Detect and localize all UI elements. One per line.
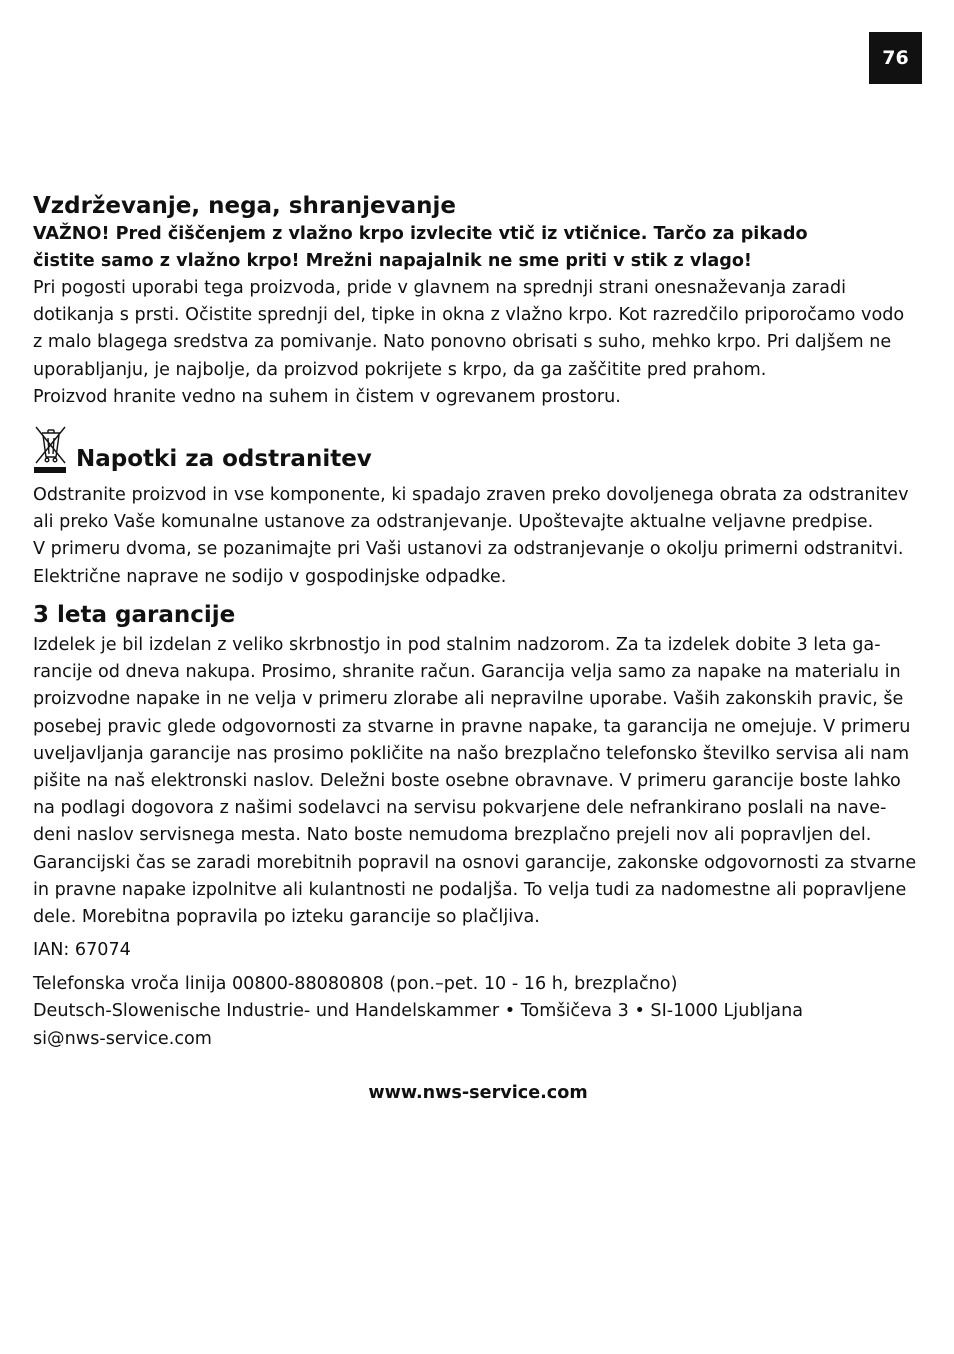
disposal-line: ali preko Vaše komunalne ustanove za odstranjevanje. Upoštevajte aktualne veljavne predpise.: [33, 512, 874, 533]
care-line: Proizvod hranite vedno na suhem in čistem v ogrevanem prostoru.: [33, 386, 621, 407]
warranty-line: pišite na naš elektronski naslov. Deležni boste osebne obravnave. V primeru garancije boste lahko: [33, 771, 901, 792]
care-line: uporabljanju, je najbolje, da proizvod pokrijete s krpo, da ga zaščitite pred prahom.: [33, 359, 767, 380]
warranty-line: deni naslov servisnega mesta. Nato boste nemudoma brezplačno prejeli nov ali popravljen del.: [33, 825, 872, 846]
care-heading: Vzdrževanje, nega, shranjevanje: [33, 193, 456, 219]
service-website-link[interactable]: www.nws-service.com: [368, 1083, 588, 1103]
care-warning: [33, 221, 808, 275]
care-line: Pri pogosti uporabi tega proizvoda, pride v glavnem na sprednji strani onesnaževanja zaradi: [33, 278, 846, 298]
care-line: dotikanja s prsti. Očistite sprednji del, tipke in okna z vlažno krpo. Kot razredčilo priporočamo vodo: [33, 305, 905, 326]
crossed-out-bin-icon: [33, 425, 69, 475]
care-warning-line: VAŽNO! Pred čiščenjem z vlažno krpo izvlecite vtič iz vtičnice. Tarčo za pikado: [33, 224, 808, 244]
warranty-line: dele. Morebitna popravila po izteku garancije so plačljiva.: [33, 907, 540, 928]
ian-number: IAN: 67074: [33, 940, 131, 960]
care-line: z malo blagega sredstva za pomivanje. Nato ponovno obrisati s suho, mehko krpo. Pri daljšem ne: [33, 332, 892, 353]
disposal-heading: Napotki za odstranitev: [76, 446, 372, 472]
service-email: si@nws-service.com: [33, 1029, 212, 1049]
disposal-line: Odstranite proizvod in vse komponente, ki spadajo zraven preko dovoljenega obrata za odstranitev: [33, 485, 909, 505]
warranty-line: Izdelek je bil izdelan z veliko skrbnostjo in pod stalnim nadzorom. Za ta izdelek dobite 3 leta ga-: [33, 635, 881, 655]
care-paragraph: [33, 275, 904, 411]
warranty-line: in pravne napake izpolnitve ali kulantnosti ne podaljša. To velja tudi za nadomestne ali popravljene: [33, 879, 907, 900]
disposal-paragraph: [33, 482, 909, 591]
warranty-line: posebej pravic glede odgovornosti za stvarne in pravne napake, ta garancija ne omejuje. V primeru: [33, 716, 911, 737]
warranty-paragraph: [33, 632, 916, 931]
service-address: Deutsch-Slowenische Industrie- und Handelskammer • Tomšičeva 3 • SI-1000 Ljubljana: [33, 1001, 804, 1021]
warranty-line: proizvodne napake in ne velja v primeru zlorabe ali nepravilne uporabe. Vaših zakonskih pravic, še: [33, 689, 904, 710]
care-warning-line: čistite samo z vlažno krpo! Mrežni napajalnik ne sme priti v stik z vlago!: [33, 251, 752, 271]
disposal-line: V primeru dvoma, se pozanimajte pri Vaši ustanovi za odstranjevanje o okolju primerni odstranitvi.: [33, 539, 904, 560]
warranty-heading: 3 leta garancije: [33, 602, 236, 628]
warranty-line: rancije od dneva nakupa. Prosimo, shranite račun. Garancija velja samo za napake na materialu in: [33, 662, 901, 683]
disposal-line: Električne naprave ne sodijo v gospodinjske odpadke.: [33, 566, 507, 587]
warranty-line: uveljavljanja garancije nas prosimo pokličite na našo brezplačno telefonsko številko servisa ali nam: [33, 743, 910, 764]
hotline-text: Telefonska vroča linija 00800-88080808 (pon.–pet. 10 - 16 h, brezplačno): [33, 974, 678, 994]
warranty-line: Garancijski čas se zaradi morebitnih popravil na osnovi garancije, zakonske odgovornosti za stvarne: [33, 852, 917, 873]
page-number: 76: [869, 32, 922, 84]
warranty-line: na podlagi dogovora z našimi sodelavci na servisu pokvarjene dele nefrankirano poslali na nave-: [33, 798, 887, 819]
